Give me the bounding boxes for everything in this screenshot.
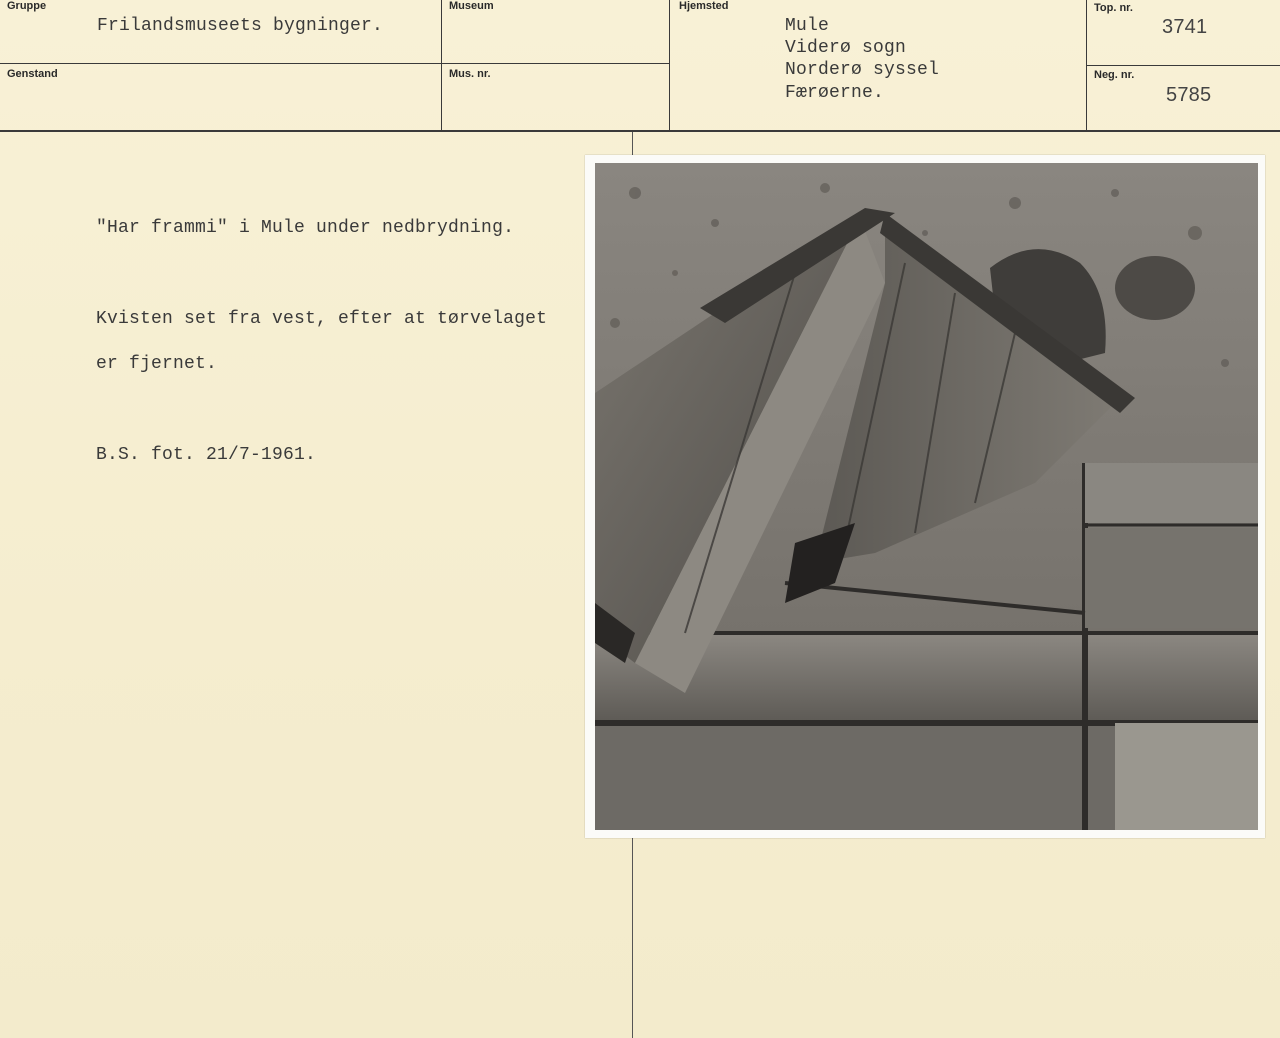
hjemsted-line-2: Viderø sogn [785,38,907,58]
neg-nr-label: Neg. nr. [1094,69,1135,81]
mus-nr-label: Mus. nr. [449,68,491,80]
gruppe-label: Gruppe [7,0,47,12]
description-line-3: er fjernet. [96,354,218,374]
description-line-1: "Har frammi" i Mule under nedbrydning. [96,218,515,238]
hjemsted-label: Hjemsted [679,0,729,12]
description-line-2: Kvisten set fra vest, efter at tørvelaget [96,309,548,329]
top-nr-label: Top. nr. [1094,2,1133,14]
genstand-label: Genstand [7,68,58,80]
neg-nr-value: 5785 [1166,84,1212,106]
header-bottom-rule [0,130,1280,132]
hjemsted-line-4: Færøerne. [785,83,885,103]
column-divider-2 [669,0,670,130]
museum-label: Museum [449,0,494,12]
header-row-divider [0,63,669,64]
photograph [595,163,1258,830]
photographer-credit: B.S. fot. 21/7-1961. [96,445,317,465]
hjemsted-line-1: Mule [785,16,830,36]
gruppe-value: Frilandsmuseets bygninger. [97,16,384,36]
photograph-illustration [595,163,1258,830]
top-nr-value: 3741 [1162,16,1208,38]
column-divider-1 [441,0,442,130]
column-divider-3 [1086,0,1087,130]
header-row-divider-right [1086,65,1280,66]
hjemsted-line-3: Norderø syssel [785,60,940,80]
